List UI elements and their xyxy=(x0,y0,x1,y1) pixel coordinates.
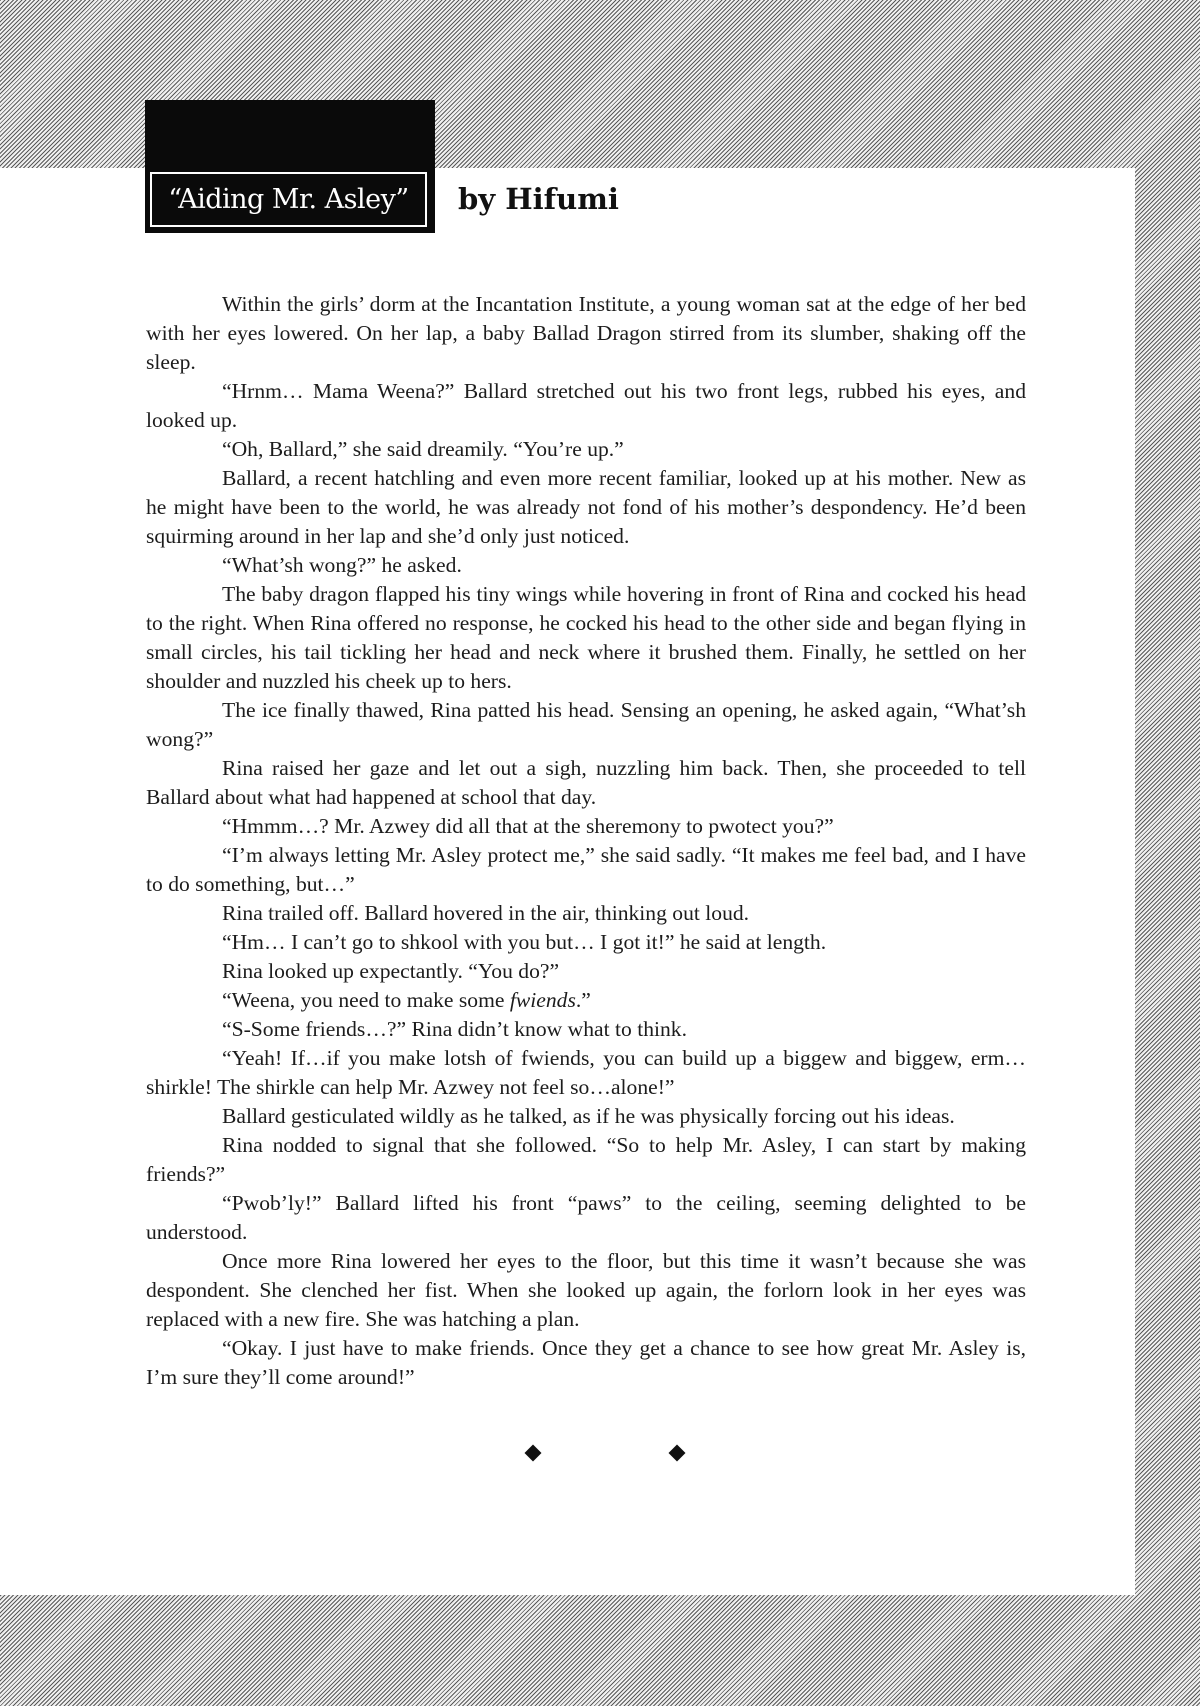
paragraph: “I’m always letting Mr. Asley protect me,” she said sadly. “It makes me feel bad, and I have to do something, but…” xyxy=(146,843,1026,896)
paragraph: “Okay. I just have to make friends. Once they get a chance to see how great Mr. Asley is, I’m sure they’ll come around!” xyxy=(146,1336,1026,1389)
paragraph: Ballard, a recent hatchling and even more recent familiar, looked up at his mother. New as he might have been to the world, he was already not fond of his mother’s despondency. He’d been squirming around in her lap and she’d only just noticed. xyxy=(146,466,1026,548)
paragraph: The ice finally thawed, Rina patted his head. Sensing an opening, he asked again, “What’sh wong?” xyxy=(146,698,1026,751)
paragraph: Rina raised her gaze and let out a sigh, nuzzling him back. Then, she proceeded to tell Ballard about what had happened at school that day. xyxy=(146,756,1026,809)
title-frame xyxy=(150,172,427,227)
paragraph: Ballard gesticulated wildly as he talked, as if he was physically forcing out his ideas. xyxy=(222,1104,955,1128)
paragraph: “S-Some friends…?” Rina didn’t know what to think. xyxy=(222,1017,688,1041)
paragraph: Once more Rina lowered her eyes to the floor, but this time it wasn’t because she was despondent. She clenched her fist. When she looked up again, the forlorn look in her eyes was replaced with a new fire. She was hatching a plan. xyxy=(146,1249,1026,1331)
story-title: “Aiding Mr. Asley” xyxy=(168,184,409,215)
diamond-icon xyxy=(669,1445,686,1462)
paragraph: “Pwob’ly!” Ballard lifted his front “paws” to the ceiling, seeming delighted to be understood. xyxy=(146,1191,1026,1244)
paragraph: Rina nodded to signal that she followed. “So to help Mr. Asley, I can start by making friends?” xyxy=(146,1133,1026,1186)
paragraph: The baby dragon flapped his tiny wings while hovering in front of Rina and cocked his head to the right. When Rina offered no response, he cocked his head to the other side and began flying in small circles, his tail tickling her head and neck where it brushed them. Finally, he settled on her shoulder and nuzzled his cheek up to hers. xyxy=(146,582,1026,693)
paragraph: “Yeah! If…if you make lotsh of fwiends, you can build up a biggew and biggew, erm…shirkle! The shirkle can help Mr. Azwey not feel so…alone!” xyxy=(146,1046,1026,1099)
emphasis-word: fwiends xyxy=(509,988,576,1012)
author-byline: by Hifumi xyxy=(458,182,619,216)
section-separator xyxy=(0,1443,1200,1463)
text-span: .” xyxy=(575,988,591,1012)
paragraph: “What’sh wong?” he asked. xyxy=(222,553,462,577)
story-body xyxy=(146,290,1026,1392)
text-span: “Weena, you need to make some xyxy=(222,988,510,1012)
paragraph: Rina looked up expectantly. “You do?” xyxy=(222,959,560,983)
paragraph: Rina trailed off. Ballard hovered in the air, thinking out loud. xyxy=(222,901,750,925)
paragraph: Within the girls’ dorm at the Incantation Institute, a young woman sat at the edge of her bed with her eyes lowered. On her lap, a baby Ballad Dragon stirred from its slumber, shaking off the sleep. xyxy=(146,292,1026,374)
paragraph-with-emphasis xyxy=(146,986,1026,1015)
paragraph: “Hm… I can’t go to shkool with you but… I got it!” he said at length. xyxy=(222,930,827,954)
diamond-icon xyxy=(525,1445,542,1462)
paragraph: “Hrnm… Mama Weena?” Ballard stretched out his two front legs, rubbed his eyes, and looked up. xyxy=(146,379,1026,432)
paragraph: “Oh, Ballard,” she said dreamily. “You’re up.” xyxy=(222,437,624,461)
paragraph: “Hmmm…? Mr. Azwey did all that at the sheremony to pwotect you?” xyxy=(222,814,834,838)
